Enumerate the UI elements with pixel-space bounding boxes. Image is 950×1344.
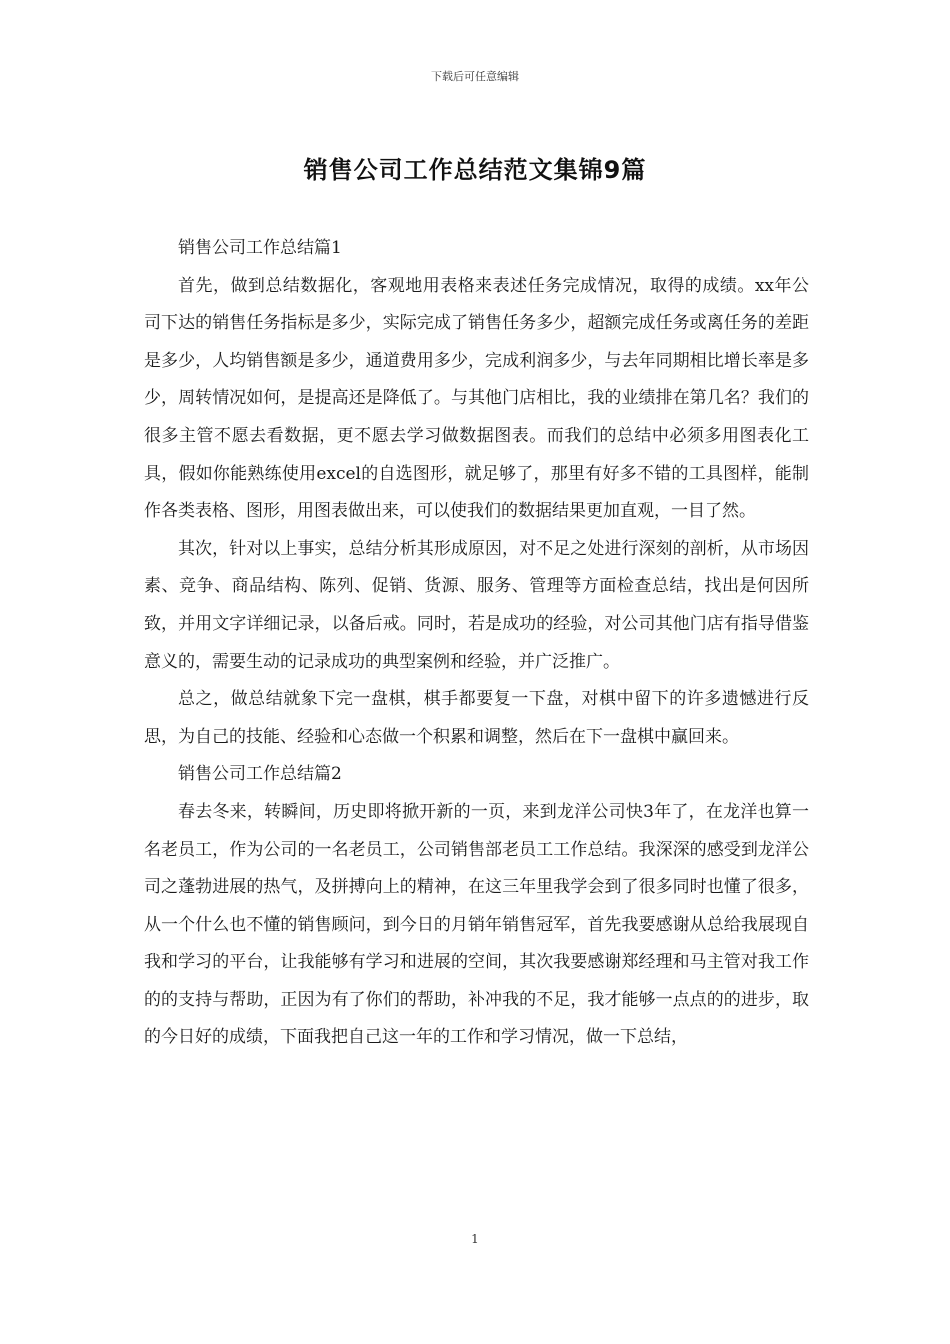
body-paragraph: 首先，做到总结数据化，客观地用表格来表述任务完成情况，取得的成绩。xx年公司下达的销售任务指标是多少，实际完成了销售任务多少，超额完成任务或离任务的差距是多少，人均销售额是多少，通道费用多少，完成利润多少，与去年同期相比增长率是多少，周转情况如何，是提高还是降低了。与其他门店相比，我的业绩排在第几名？我们的很多主管不愿去看数据，更不愿去学习做数据图表。而我们的总结中必须多用图表化工具，假如你能熟练使用excel的自选图形，就足够了，那里有好多不错的工具图样，能制作各类表格、图形，用图表做出来，可以使我们的数据结果更加直观，一目了然。 (144, 275, 809, 522)
document-body (144, 230, 809, 1057)
document-title: 销售公司工作总结范文集锦9篇 (303, 156, 647, 184)
body-paragraph: 总之，做总结就象下完一盘棋，棋手都要复一下盘，对棋中留下的许多遗憾进行反思，为自己的技能、经验和心态做一个积累和调整，然后在下一盘棋中赢回来。 (144, 689, 809, 747)
section-heading: 销售公司工作总结篇2 (178, 764, 342, 785)
page-number: 1 (471, 1232, 479, 1246)
body-paragraph: 其次，针对以上事实，总结分析其形成原因，对不足之处进行深刻的剖析，从市场因素、竞争、商品结构、陈列、促销、货源、服务、管理等方面检查总结，找出是何因所致，并用文字详细记录，以备后戒。同时，若是成功的经验，对公司其他门店有指导借鉴意义的，需要生动的记录成功的典型案例和经验，并广泛推广。 (144, 538, 809, 672)
body-paragraph: 春去冬来，转瞬间，历史即将掀开新的一页，来到龙洋公司快3年了，在龙洋也算一名老员工，作为公司的一名老员工，公司销售部老员工工作总结。我深深的感受到龙洋公司之蓬勃进展的热气，及拼搏向上的精神，在这三年里我学会到了很多同时也懂了很多，从一个什么也不懂的销售顾问，到今日的月销年销售冠军，首先我要感谢从总给我展现自我和学习的平台，让我能够有学习和进展的空间，其次我要感谢郑经理和马主管对我工作的的支持与帮助，正因为有了你们的帮助，补冲我的不足，我才能够一点点的的进步，取的今日好的成绩，下面我把自己这一年的工作和学习情况，做一下总结， (144, 801, 809, 1048)
section-heading: 销售公司工作总结篇1 (178, 238, 342, 258)
page-header-note: 下载后可任意编辑 (431, 70, 519, 83)
